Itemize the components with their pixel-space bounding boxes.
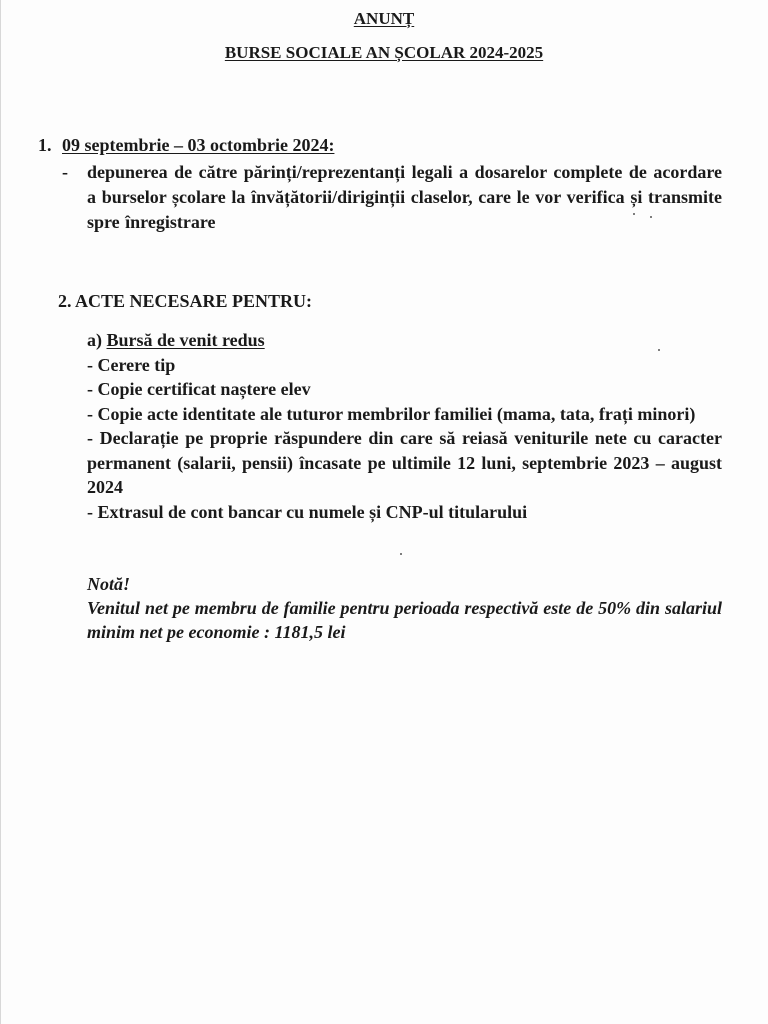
subsection-heading <box>87 328 722 353</box>
list-item: - Copie acte identitate ale tuturor membrilor familiei (mama, tata, frați minori) <box>87 403 696 424</box>
list-item: - Declarație pe proprie răspundere din care să reiasă veniturile nete cu caracter permanent (salarii, pensii) încasate pe ultimile 12 luni, septembrie 2023 – august 2024 <box>87 428 722 497</box>
scan-speck <box>650 216 652 218</box>
announcement-title: ANUNȚ <box>353 9 415 28</box>
section-2-heading: 2. ACTE NECESARE PENTRU: <box>58 291 313 311</box>
list-item: - Extrasul de cont bancar cu numele și CNP-ul titularului <box>87 501 528 522</box>
section-1-heading <box>38 135 334 156</box>
scan-speck <box>400 553 402 555</box>
section-1-item-text: depunerea de către părinți/reprezentanți legali a dosarelor complete de acordare a burselor școlare la învățătorii/diriginții claselor, care le vor verifica și transmite spre înregistrare <box>87 162 722 232</box>
scan-speck <box>658 349 660 351</box>
section-1-item <box>62 160 722 235</box>
list-item: - Copie certificat naștere elev <box>87 379 311 399</box>
section-1-date-range: 09 septembrie – 03 octombrie 2024: <box>62 135 335 155</box>
subsection-title: Bursă de venit redus <box>106 330 265 350</box>
note-block <box>87 572 722 644</box>
scan-edge <box>0 0 1 1024</box>
list-item: - Cerere tip <box>87 354 176 375</box>
scan-speck <box>633 213 635 215</box>
section-1-number: 1. <box>38 135 52 155</box>
required-documents-list <box>87 328 722 524</box>
note-text: Venitul net pe membru de familie pentru perioada respectivă este de 50% din salariul minim net pe economie : 1181,5 lei <box>87 598 722 642</box>
dash-bullet: - <box>62 162 68 182</box>
announcement-subtitle: BURSE SOCIALE AN ȘCOLAR 2024-2025 <box>224 43 544 62</box>
note-label: Notă! <box>87 574 131 594</box>
subsection-prefix: a) <box>87 330 107 350</box>
